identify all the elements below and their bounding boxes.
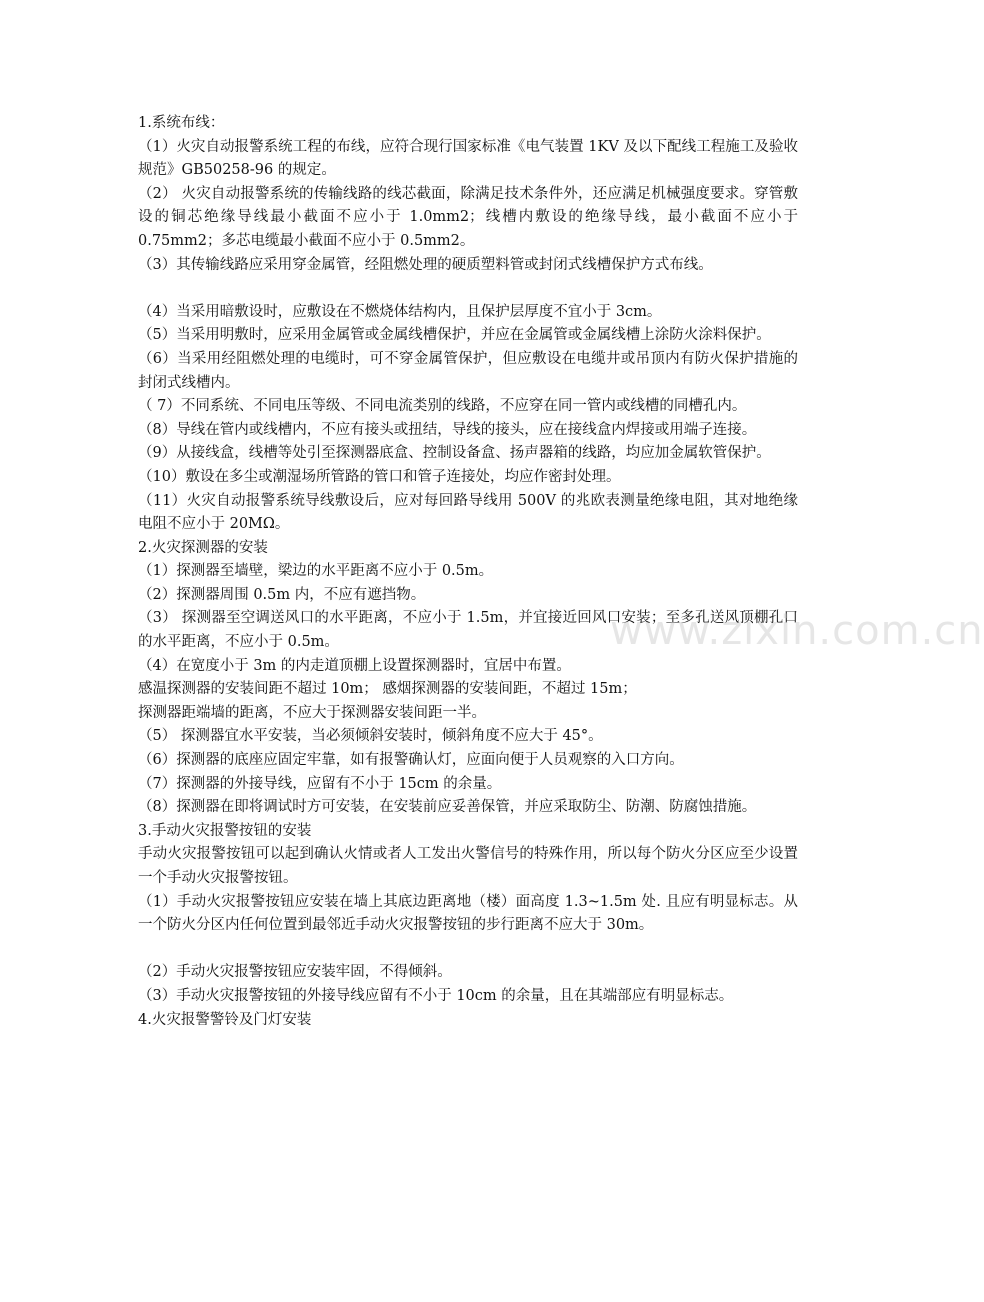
paragraph: （1）探测器至墙壁，梁边的水平距离不应小于 0.5m。	[138, 563, 494, 580]
watermark: www.zixin.com.cn	[610, 608, 984, 654]
paragraph: （2）探测器周围 0.5m 内，不应有遮挡物。	[138, 586, 426, 603]
paragraph: 3.手动火灾报警按钮的安装	[138, 822, 312, 839]
paragraph: （3） 探测器至空调送风口的水平距离，不应小于 1.5m，并宜接近回风口安装；至多孔送风顶棚孔口的水平距离，不应小于 0.5m。	[138, 610, 798, 651]
paragraph: 探测器距端墙的距离，不应大于探测器安装间距一半。	[138, 704, 486, 721]
paragraph: 2.火灾探测器的安装	[138, 539, 268, 556]
blank-line	[138, 277, 798, 301]
paragraph: （1）火灾自动报警系统工程的布线，应符合现行国家标准《电气装置 1KV 及以下配线工程施工及验收规范》GB50258-96 的规定。	[138, 138, 798, 179]
paragraph: （4）当采用暗敷设时，应敷设在不燃烧体结构内，且保护层厚度不宜小于 3cm。	[138, 303, 662, 320]
paragraph: （2）手动火灾报警按钮应安装牢固，不得倾斜。	[138, 964, 452, 981]
paragraph: （6）当采用经阻燃处理的电缆时，可不穿金属管保护，但应敷设在电缆井或吊顶内有防火保护措施的封闭式线槽内。	[138, 350, 798, 391]
paragraph: （3）手动火灾报警按钮的外接导线应留有不小于 10cm 的余量，且在其端部应有明显标志。	[138, 987, 734, 1004]
paragraph: （ 7）不同系统、不同电压等级、不同电流类别的线路，不应穿在同一管内或线槽的同槽孔内。	[138, 398, 747, 415]
paragraph: （5）当采用明敷时，应采用金属管或金属线槽保护，并应在金属管或金属线槽上涂防火涂料保护。	[138, 327, 771, 344]
paragraph: （7）探测器的外接导线，应留有不小于 15cm 的余量。	[138, 775, 502, 792]
paragraph: （3）其传输线路应采用穿金属管，经阻燃处理的硬质塑料管或封闭式线槽保护方式布线。	[138, 256, 713, 273]
paragraph: （2） 火灾自动报警系统的传输线路的线芯截面，除满足技术条件外，还应满足机械强度要求。穿管敷设的铜芯绝缘导线最小截面不应小于 1.0mm2；线槽内敷设的绝缘导线，最小截面不应小于 0.75mm2；多芯电缆最小截面不应小于 0.5mm2。	[138, 185, 798, 249]
paragraph: （1）手动火灾报警按钮应安装在墙上其底边距离地（楼）面高度 1.3~1.5m 处. 且应有明显标志。从一个防火分区内任何位置到最邻近手动火灾报警按钮的步行距离不应大于 30m。	[138, 893, 798, 934]
paragraph: （6）探测器的底座应固定牢靠，如有报警确认灯，应面向便于人员观察的入口方向。	[138, 752, 684, 769]
paragraph: （11）火灾自动报警系统导线敷设后，应对每回路导线用 500V 的兆欧表测量绝缘电阻，其对地绝缘电阻不应小于 20MΩ。	[138, 492, 798, 533]
paragraph: （9）从接线盒，线槽等处引至探测器底盒、控制设备盒、扬声器箱的线路，均应加金属软管保护。	[138, 445, 771, 462]
blank-line	[138, 938, 798, 962]
document-body	[138, 112, 798, 1032]
paragraph: （5） 探测器宜水平安装，当必须倾斜安装时，倾斜角度不应大于 45°。	[138, 728, 603, 745]
paragraph: （10）敷设在多尘或潮湿场所管路的管口和管子连接处，均应作密封处理。	[138, 468, 621, 485]
paragraph: 4.火灾报警警铃及门灯安装	[138, 1011, 312, 1028]
paragraph: （8）探测器在即将调试时方可安装，在安装前应妥善保管，并应采取防尘、防潮、防腐蚀措施。	[138, 799, 757, 816]
paragraph: （4）在宽度小于 3m 的内走道顶棚上设置探测器时，宜居中布置。	[138, 657, 571, 674]
paragraph: 手动火灾报警按钮可以起到确认火情或者人工发出火警信号的特殊作用，所以每个防火分区应至少设置一个手动火灾报警按钮。	[138, 846, 798, 886]
paragraph: 1.系统布线：	[138, 115, 225, 131]
paragraph: （8）导线在管内或线槽内，不应有接头或扭结，导线的接头，应在接线盒内焊接或用端子连接。	[138, 421, 757, 438]
paragraph: 感温探测器的安装间距不超过 10m； 感烟探测器的安装间距，不超过 15m；	[138, 681, 637, 698]
